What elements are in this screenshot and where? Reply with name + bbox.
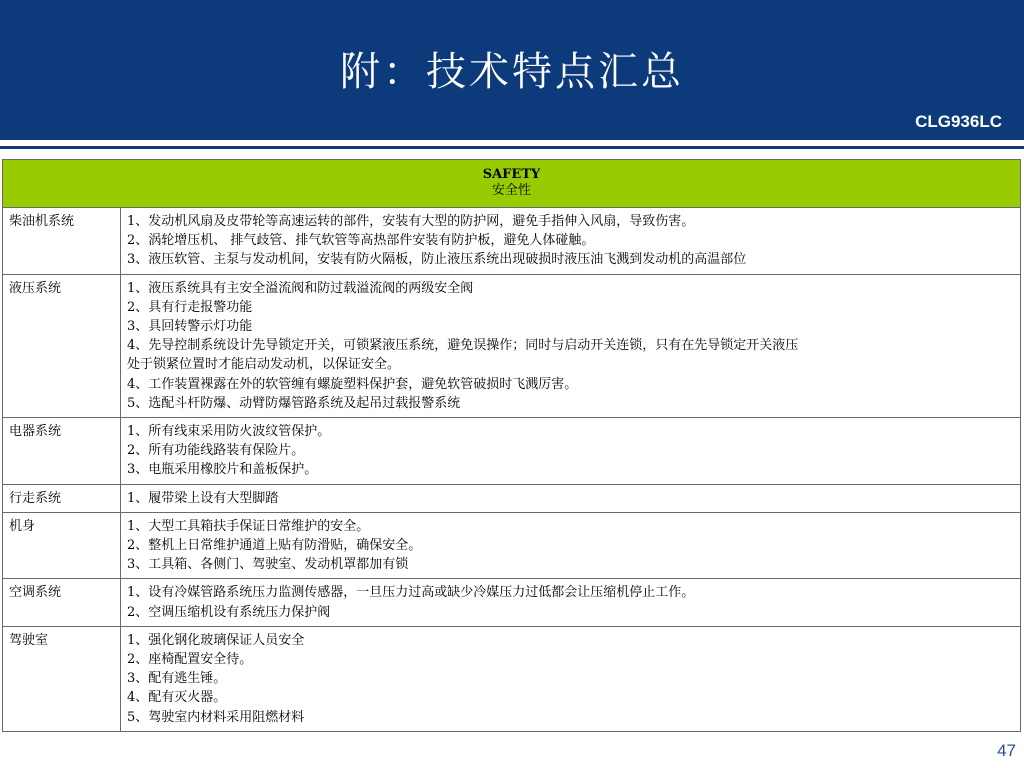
table-row: [3, 626, 1021, 731]
safety-item-line: 1、强化钢化玻璃保证人员安全: [127, 632, 305, 648]
safety-item-line: 1、发动机风扇及皮带轮等高速运转的部件，安装有大型的防护网，避免手指伸入风扇，导致伤害。: [127, 214, 695, 229]
safety-items-cell: [121, 484, 1021, 512]
table-row: [3, 484, 1021, 512]
model-label: CLG936LC: [915, 112, 1002, 131]
safety-items-cell: [121, 274, 1021, 417]
safety-item-line: 2、具有行走报警功能: [127, 299, 253, 315]
safety-items-cell: [121, 626, 1021, 731]
heading-english: SAFETY: [482, 167, 541, 182]
table-row: [3, 274, 1021, 417]
system-name-cell: 机身: [3, 512, 121, 579]
safety-items-cell: [121, 418, 1021, 485]
safety-item-line: 1、液压系统具有主安全溢流阀和防过载溢流阀的两级安全阀: [127, 280, 474, 296]
safety-item-line: 3、液压软管、主泵与发动机间，安装有防火隔板，防止液压系统出现破损时液压油飞溅到发动机的高温部位: [127, 252, 747, 268]
safety-item-line: 1、设有冷媒管路系统压力监测传感器，一旦压力过高或缺少冷媒压力过低都会让压缩机停止工作。: [127, 585, 695, 601]
heading-chinese: 安全性: [491, 183, 531, 198]
page-title: 附：技术特点汇总: [340, 49, 684, 95]
safety-heading: [3, 160, 1021, 208]
safety-items-cell: [121, 208, 1021, 275]
banner-underline: [0, 146, 1024, 149]
safety-item-line: 5、选配斗杆防爆、动臂防爆管路系统及起吊过载报警系统: [127, 395, 461, 411]
safety-item-line: 2、空调压缩机设有系统压力保护阀: [127, 604, 331, 620]
safety-item-line: 3、工具箱、各侧门、驾驶室、发动机罩都加有锁: [127, 557, 409, 573]
safety-item-line: 1、大型工具箱扶手保证日常维护的安全。: [127, 518, 370, 534]
safety-items-cell: [121, 579, 1021, 626]
safety-item-line: 4、配有灭火器。: [127, 690, 227, 706]
safety-item-line: 4、工作装置裸露在外的软管缠有螺旋塑料保护套，避免软管破损时飞溅厉害。: [127, 376, 578, 392]
system-name-cell: 电器系统: [3, 418, 121, 485]
safety-item-line: 4、先导控制系统设计先导锁定开关，可锁紧液压系统，避免误操作；同时与启动开关连锁，只有在先导锁定开关液压: [127, 338, 799, 354]
safety-item-line: 3、具回转警示灯功能: [127, 319, 253, 335]
safety-item-line: 3、电瓶采用橡胶片和盖板保护。: [127, 462, 318, 478]
table-row: [3, 208, 1021, 275]
safety-item-line: 2、所有功能线路装有保险片。: [127, 443, 305, 459]
safety-item-line: 2、整机上日常维护通道上贴有防滑贴，确保安全。: [127, 538, 422, 554]
safety-item-line: 5、驾驶室内材料采用阻燃材料: [127, 709, 305, 725]
table-row: [3, 579, 1021, 626]
table-row: [3, 418, 1021, 485]
title-banner: [0, 0, 1024, 140]
system-name-cell: 驾驶室: [3, 626, 121, 731]
safety-item-line: 2、涡轮增压机、 排气歧管、排气软管等高热部件安装有防护板，避免人体碰触。: [127, 233, 595, 249]
page-number: 47: [997, 741, 1016, 760]
safety-item-line: 处于锁紧位置时才能启动发动机，以保证安全。: [127, 357, 401, 373]
safety-items-cell: [121, 512, 1021, 579]
table-row: [3, 512, 1021, 579]
safety-item-line: 2、座椅配置安全待。: [127, 652, 253, 668]
system-name-cell: 柴油机系统: [3, 208, 121, 275]
system-name-cell: 空调系统: [3, 579, 121, 626]
safety-item-line: 3、配有逃生锤。: [127, 671, 227, 687]
safety-item-line: 1、所有线束采用防火波纹管保护。: [127, 424, 331, 440]
system-name-cell: 液压系统: [3, 274, 121, 417]
system-name-cell: 行走系统: [3, 484, 121, 512]
table-header-row: [3, 160, 1021, 208]
safety-features-table: [2, 159, 1021, 732]
safety-item-line: 1、履带梁上设有大型脚踏: [127, 490, 279, 506]
